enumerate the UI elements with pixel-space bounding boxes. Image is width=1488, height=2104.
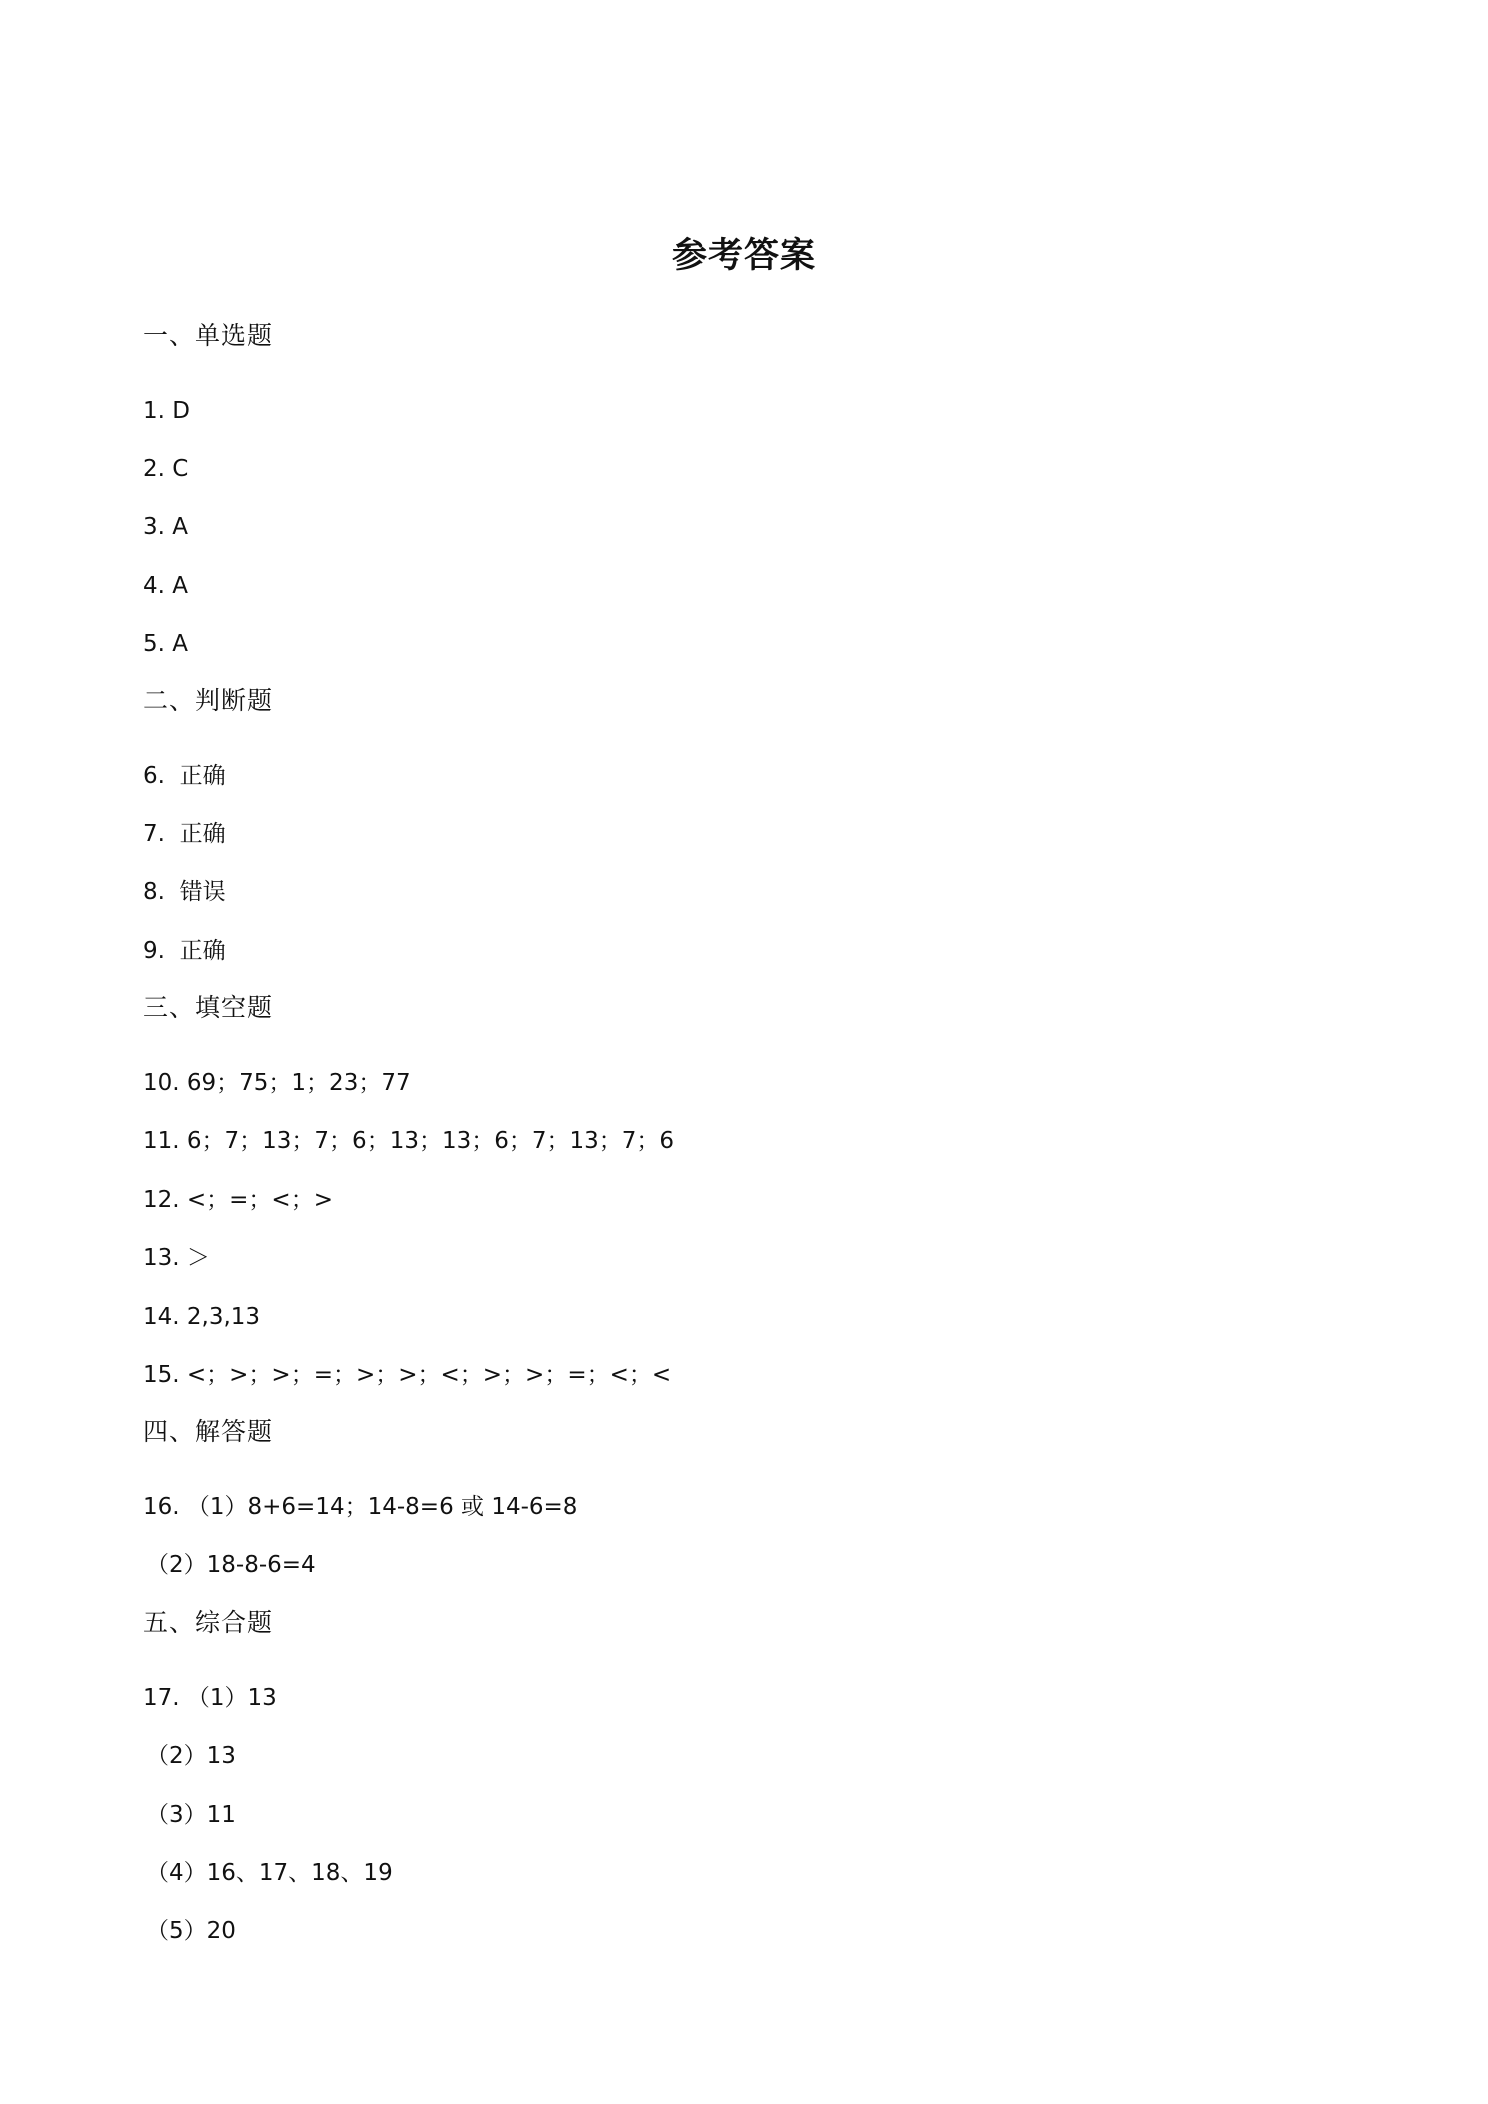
answer-item: 1. D: [143, 398, 190, 424]
section-heading-comprehensive: 五、综合题: [143, 1608, 274, 1637]
page-title: 参考答案: [671, 236, 816, 276]
answer-item: 11. 6；7；13；7；6；13；13；6；7；13；7；6: [143, 1128, 675, 1154]
answer-item: 16. （1）8+6=14；14-8=6 或 14-6=8: [143, 1494, 578, 1520]
answer-item: 10. 69；75；1；23；77: [143, 1070, 411, 1096]
section-heading-solve: 四、解答题: [143, 1417, 274, 1446]
answer-item: （2）13: [146, 1743, 236, 1769]
answer-item: 9. 正确: [143, 938, 226, 964]
answer-item: 2. C: [143, 456, 189, 482]
answer-item: 15. <；>；>；=；>；>；<；>；>；=；<；<: [143, 1362, 672, 1388]
answer-item: 8. 错误: [143, 879, 226, 905]
answer-item: 13. ＞: [143, 1245, 210, 1271]
section-heading-single-choice: 一、单选题: [143, 321, 274, 350]
answer-item: 17. （1）13: [143, 1685, 277, 1711]
answer-item: 3. A: [143, 514, 188, 540]
answer-item: 7. 正确: [143, 821, 226, 847]
answer-item: （4）16、17、18、19: [146, 1860, 393, 1886]
answer-item: 12. <；=；<；>: [143, 1187, 333, 1213]
section-heading-true-false: 二、判断题: [143, 686, 274, 715]
answer-item: （3）11: [146, 1802, 236, 1828]
answer-item: 6. 正确: [143, 763, 226, 789]
answer-item: （2）18-8-6=4: [146, 1552, 316, 1578]
section-heading-fill-blank: 三、填空题: [143, 993, 274, 1022]
answer-item: （5）20: [146, 1918, 236, 1944]
answer-item: 5. A: [143, 631, 188, 657]
answer-item: 14. 2,3,13: [143, 1304, 261, 1330]
answer-item: 4. A: [143, 573, 188, 599]
